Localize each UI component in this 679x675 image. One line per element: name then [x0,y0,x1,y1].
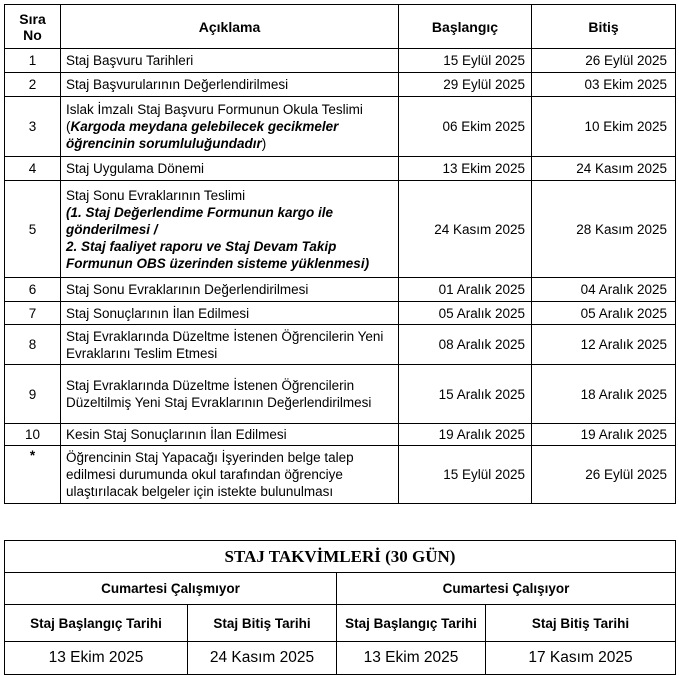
calendar-header-start: Staj Başlangıç Tarihi [337,605,486,642]
calendar-end-date: 17 Kasım 2025 [486,642,676,675]
table-row [5,181,676,278]
row-description: Kesin Staj Sonuçlarının İlan Edilmesi [61,424,399,446]
row-end: 28 Kasım 2025 [532,181,676,278]
table-row [5,302,676,325]
row-start: 13 Ekim 2025 [399,157,532,181]
row-no: 7 [5,302,61,325]
header-description: Açıklama [61,5,399,49]
schedule-header-row [5,5,676,49]
row-end: 03 Ekim 2025 [532,73,676,97]
calendar-header-row [5,605,676,642]
calendar-header-end: Staj Bitiş Tarihi [486,605,676,642]
header-end: Bitiş [532,5,676,49]
row-description: Staj Uygulama Dönemi [61,157,399,181]
row-end: 18 Aralık 2025 [532,365,676,424]
table-row [5,325,676,365]
row-start: 08 Aralık 2025 [399,325,532,365]
header-start: Başlangıç [399,5,532,49]
row-description-emphasis: (1. Staj Değerlendime Formunun kargo ile gönderilmesi / [66,204,334,237]
calendar-header-end: Staj Bitiş Tarihi [188,605,337,642]
row-description-emphasis: 2. Staj faaliyet raporu ve Staj Devam Takip Formunun OBS üzerinden sisteme yüklenmesi) [66,238,370,271]
row-description: Staj Başvurularının Değerlendirilmesi [61,73,399,97]
table-row [5,446,676,504]
row-start: 05 Aralık 2025 [399,302,532,325]
row-description-emphasis: Kargoda meydana gelebilecek gecikmeler öğrencinin sorumluluğundadır [66,119,339,151]
row-description: Staj Sonuçlarının İlan Edilmesi [61,302,399,325]
calendar-group-saturday-on: Cumartesi Çalışıyor [337,573,676,605]
schedule-table [4,4,676,504]
table-row [5,73,676,97]
row-description [61,97,399,157]
calendar-title-row [5,541,676,573]
row-no: 4 [5,157,61,181]
calendar-start-date: 13 Ekim 2025 [5,642,188,675]
row-no: 6 [5,278,61,302]
row-start: 15 Eylül 2025 [399,49,532,73]
header-no: Sıra No [5,5,61,49]
calendar-group-row [5,573,676,605]
table-row [5,97,676,157]
row-no: 10 [5,424,61,446]
row-description: Staj Evraklarında Düzeltme İstenen Öğrencilerin Yeni Evraklarını Teslim Etmesi [61,325,399,365]
calendar-value-row [5,642,676,675]
row-start: 06 Ekim 2025 [399,97,532,157]
row-no: 3 [5,97,61,157]
row-description-text: Islak İmzalı Staj Başvuru Formunun Okula Teslimi ( [66,102,363,134]
row-no: 8 [5,325,61,365]
calendar-table [4,540,676,675]
row-start: 24 Kasım 2025 [399,181,532,278]
table-row [5,49,676,73]
row-no: 5 [5,181,61,278]
calendar-end-date: 24 Kasım 2025 [188,642,337,675]
row-description: Öğrencinin Staj Yapacağı İşyerinden belge talep edilmesi durumunda okul tarafından öğrenciye ulaştırılacak belgeler için istekte bulunulması [61,446,399,504]
row-start: 01 Aralık 2025 [399,278,532,302]
row-end: 10 Ekim 2025 [532,97,676,157]
row-description: Staj Evraklarında Düzeltme İstenen Öğrencilerin Düzeltilmiş Yeni Staj Evraklarının Değerlendirilmesi [61,365,399,424]
calendar-title: STAJ TAKVİMLERİ (30 GÜN) [5,541,676,573]
row-description-text-end: ) [261,136,267,151]
row-no: 9 [5,365,61,424]
row-start: 15 Eylül 2025 [399,446,532,504]
row-no: * [5,446,61,504]
row-start: 15 Aralık 2025 [399,365,532,424]
row-end: 26 Eylül 2025 [532,49,676,73]
table-row [5,278,676,302]
table-row [5,157,676,181]
row-end: 05 Aralık 2025 [532,302,676,325]
row-start: 19 Aralık 2025 [399,424,532,446]
row-no: 1 [5,49,61,73]
row-end: 24 Kasım 2025 [532,157,676,181]
row-description [61,181,399,278]
calendar-group-saturday-off: Cumartesi Çalışmıyor [5,573,337,605]
row-start: 29 Eylül 2025 [399,73,532,97]
row-description-text: Staj Sonu Evraklarının Teslimi [66,187,246,203]
row-description: Staj Sonu Evraklarının Değerlendirilmesi [61,278,399,302]
calendar-start-date: 13 Ekim 2025 [337,642,486,675]
calendar-header-start: Staj Başlangıç Tarihi [5,605,188,642]
row-no: 2 [5,73,61,97]
row-description: Staj Başvuru Tarihleri [61,49,399,73]
row-end: 04 Aralık 2025 [532,278,676,302]
row-end: 19 Aralık 2025 [532,424,676,446]
row-end: 12 Aralık 2025 [532,325,676,365]
table-row [5,424,676,446]
row-end: 26 Eylül 2025 [532,446,676,504]
table-row [5,365,676,424]
